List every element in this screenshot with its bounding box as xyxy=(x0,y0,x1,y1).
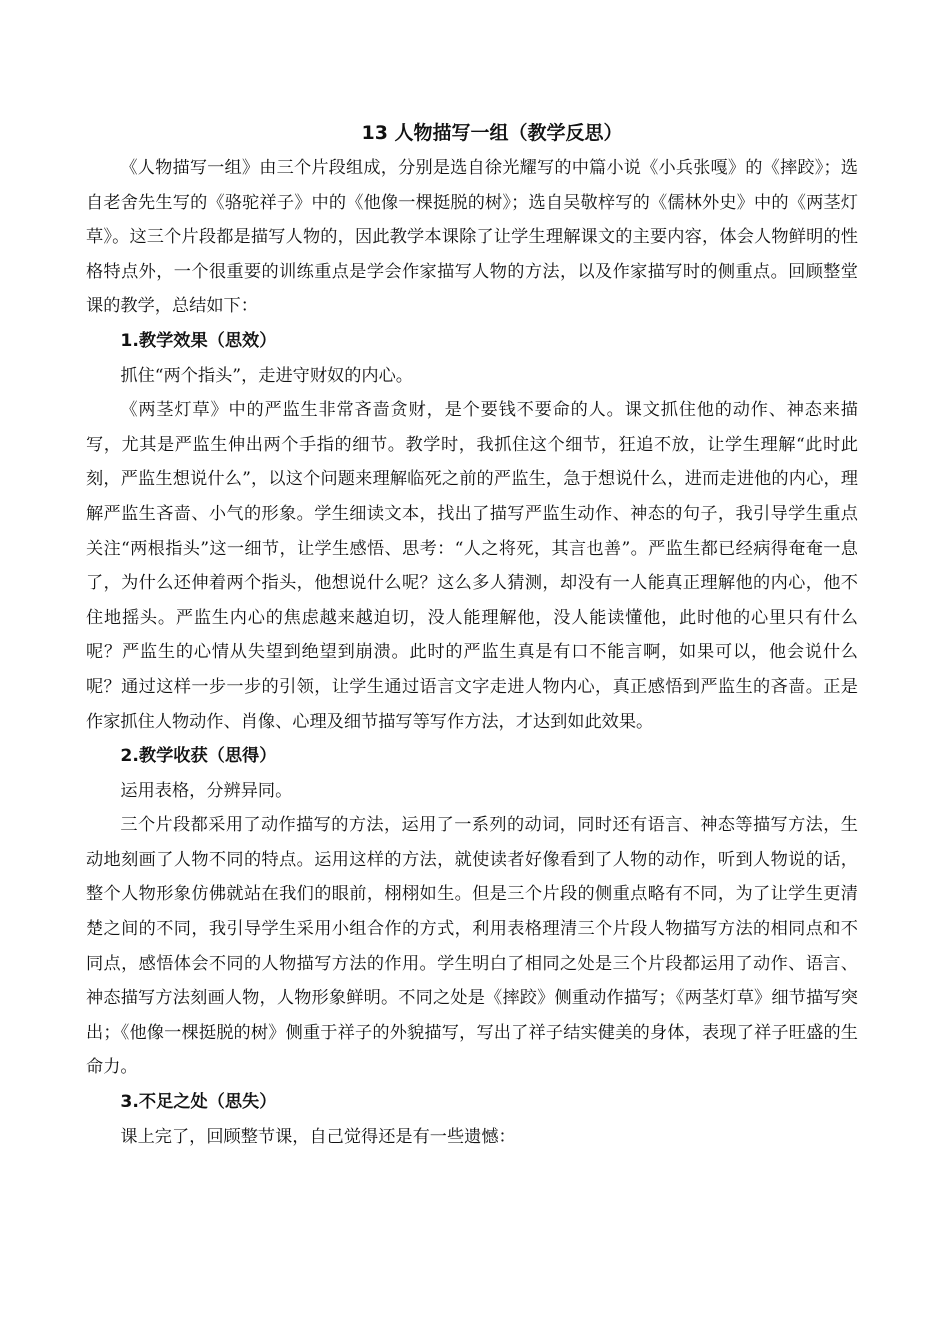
section-heading-shortcomings: 3.不足之处（思失） xyxy=(120,1092,277,1113)
document-page xyxy=(86,118,858,1154)
section-gain-subtitle: 运用表格，分辨异同。 xyxy=(120,780,293,801)
section-teaching-gain xyxy=(86,739,858,1085)
intro-paragraph: 《人物描写一组》由三个片段组成，分别是选自徐光耀写的中篇小说《小兵张嘎》的《摔跤》；选自老舍先生写的《骆驼祥子》中的《他像一棵挺脱的树》；选自吴敬梓写的《儒林外史》中的《两茎灯草》。这三个片段都是描写人物的，因此教学本课除了让学生理解课文的主要内容，体会人物鲜明的性格特点外，一个很重要的训练重点是学会作家描写人物的方法，以及作家描写时的侧重点。回顾整堂课的教学，总结如下： xyxy=(86,158,858,317)
section-effect-body: 《两茎灯草》中的严监生非常吝啬贪财，是个要钱不要命的人。课文抓住他的动作、神态来描写，尤其是严监生伸出两个手指的细节。教学时，我抓住这个细节，狂追不放，让学生理解“此时此刻，严监生想说什么”，以这个问题来理解临死之前的严监生，急于想说什么，进而走进他的内心，理解严监生吝啬、小气的形象。学生细读文本，找出了描写严监生动作、神态的句子，我引导学生重点关注“两根指头”这一细节，让学生感悟、思考：“人之将死，其言也善”。严监生都已经病得奄奄一息了，为什么还伸着两个指头，他想说什么呢？这么多人猜测，却没有一人能真正理解他的内心，他不住地摇头。严监生内心的焦虑越来越迫切，没人能理解他，没人能读懂他，此时他的心里只有什么呢？严监生的心情从失望到绝望到崩溃。此时的严监生真是有口不能言啊，如果可以，他会说什么呢？通过这样一步一步的引领，让学生通过语言文字走进人物内心，真正感悟到严监生的吝啬。正是作家抓住人物动作、肖像、心理及细节描写等写作方法，才达到如此效果。 xyxy=(86,400,858,732)
section-shortcomings xyxy=(86,1085,858,1154)
document-title: 13 人物描写一组（教学反思） xyxy=(361,122,623,144)
section-gain-body: 三个片段都采用了动作描写的方法，运用了一系列的动词，同时还有语言、神态等描写方法，生动地刻画了人物不同的特点。运用这样的方法，就使读者好像看到了人物的动作，听到人物说的话，整个人物形象仿佛就站在我们的眼前，栩栩如生。但是三个片段的侧重点略有不同，为了让学生更清楚之间的不同，我引导学生采用小组合作的方式，利用表格理清三个片段人物描写方法的相同点和不同点，感悟体会不同的人物描写方法的作用。学生明白了相同之处是三个片段都运用了动作、语言、神态描写方法刻画人物，人物形象鲜明。不同之处是《摔跤》侧重动作描写；《两茎灯草》细节描写突出；《他像一棵挺脱的树》侧重于祥子的外貌描写，写出了祥子结实健美的身体，表现了祥子旺盛的生命力。 xyxy=(86,815,858,1078)
section-teaching-effect xyxy=(86,324,858,739)
section-heading-gain: 2.教学收获（思得） xyxy=(120,746,277,767)
section-heading-effect: 1.教学效果（思效） xyxy=(120,330,277,351)
section-effect-subtitle: 抓住“两个指头”，走进守财奴的内心。 xyxy=(120,365,413,386)
section-shortcomings-body: 课上完了，回顾整节课，自己觉得还是有一些遗憾： xyxy=(120,1126,516,1147)
